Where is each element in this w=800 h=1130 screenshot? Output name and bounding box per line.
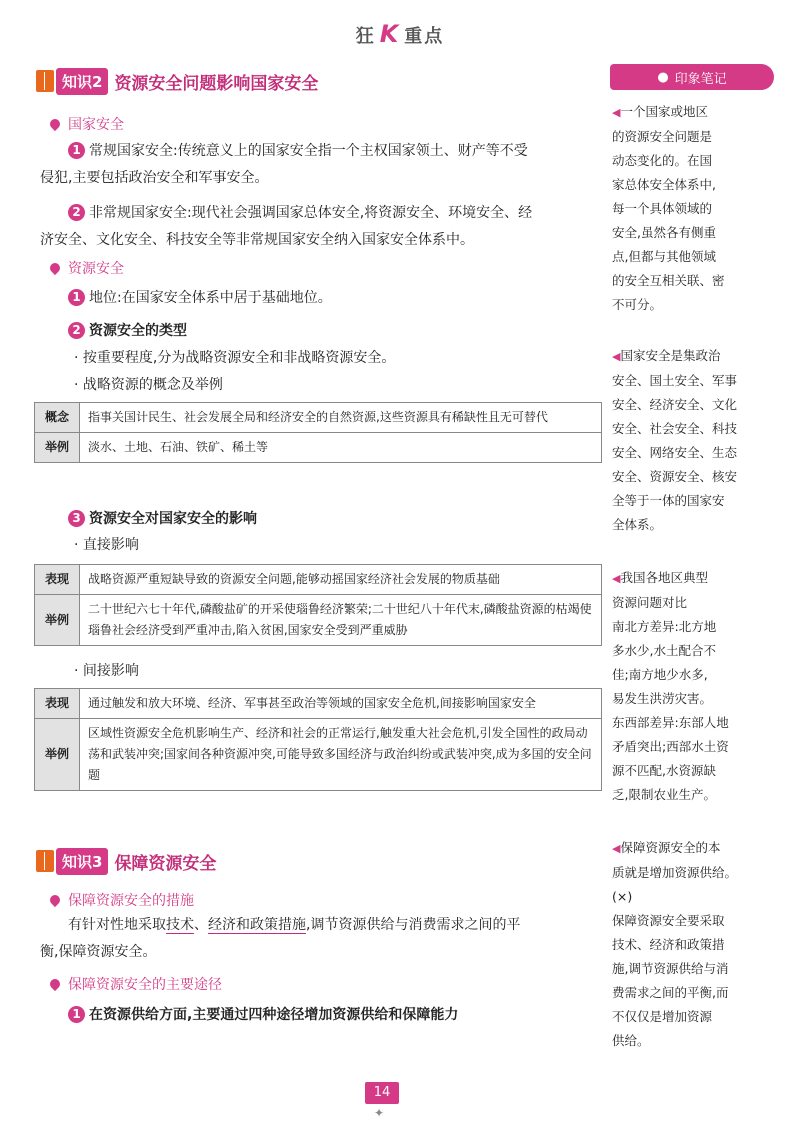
sidebar-note-4: ◀保障资源安全的本 质就是增加资源供给。 (×) 保障资源安全要采取 技术、经济和政策措 施,调节资源供给与消 费需求之间的平衡,而 不仅仅是增加资源 供给。 <box>612 840 738 1048</box>
strategic-resource-table <box>34 402 602 463</box>
table-cell: 二十世纪六七十年代,磷酸盐矿的开采使瑙鲁经济繁荣;二十世纪八十年代末,磷酸盐资源的枯竭使瑙鲁社会经济受到严重冲击,陷入贫困,国家安全受到严重威胁 <box>80 595 602 646</box>
page-header <box>0 20 800 48</box>
underlined-term: 技术 <box>166 917 194 933</box>
status-line: 1 地位:在国家安全体系中居于基础地位。 <box>68 285 332 312</box>
table-row <box>35 689 602 719</box>
table-row <box>35 719 602 791</box>
section3-tag: 知识3 <box>56 848 108 875</box>
table-row <box>35 403 602 433</box>
table-label: 表现 <box>35 565 80 595</box>
header-suffix: 重点 <box>404 26 445 47</box>
table-cell: 淡水、土地、石油、铁矿、稀土等 <box>80 433 602 463</box>
table-cell: 区域性资源安全危机影响生产、经济和社会的正常运行,触发重大社会危机,引发全国性的政局动荡和武装冲突;国家间各种资源冲突,可能导致多国经济与政治纠纷或武装冲突,成为多国的安全问题 <box>80 719 602 791</box>
bird-icon: ✦ <box>374 1106 385 1120</box>
table-row <box>35 433 602 463</box>
elephant-icon: ● <box>657 69 669 85</box>
number-badge: 3 <box>68 510 85 527</box>
section2-tag: 知识2 <box>56 68 108 95</box>
sidebar-header: ● 印象笔记 <box>610 64 774 90</box>
supply-ways-line: 1 在资源供给方面,主要通过四种途径增加资源供给和保障能力 <box>68 1004 458 1024</box>
impact-heading: 3 资源安全对国家安全的影响 <box>68 508 257 528</box>
paragraph-nonconventional-security: 2 非常规国家安全:现代社会强调国家总体安全,将资源安全、环境安全、经 济安全、文化安全、科技安全等非常规国家安全纳入国家安全体系中。 <box>40 205 533 248</box>
number-badge: 1 <box>68 1006 85 1023</box>
bullet-drop-icon <box>48 117 62 131</box>
section2-heading <box>36 66 318 96</box>
direct-impact-table <box>34 564 602 646</box>
table-label: 表现 <box>35 689 80 719</box>
triangle-marker-icon: ◀ <box>612 106 621 119</box>
table-row <box>35 595 602 646</box>
sidebar-note-2: ◀国家安全是集政治 安全、国土安全、军事 安全、经济安全、文化 安全、社会安全、科技 安全、网络安全、生态 安全、资源安全、核安 全等于一体的国家安 全体系。 <box>612 348 738 532</box>
direct-impact-label: · 直接影响 <box>74 537 139 553</box>
table-label: 举例 <box>35 719 80 791</box>
triangle-marker-icon: ◀ <box>612 842 621 855</box>
subhead-measures: 保障资源安全的措施 <box>50 890 194 910</box>
table-label: 举例 <box>35 433 80 463</box>
table-cell: 战略资源严重短缺导致的资源安全问题,能够动摇国家经济社会发展的物质基础 <box>80 565 602 595</box>
sidebar-note-1: ◀一个国家或地区 的资源安全问题是 动态变化的。在国 家总体安全体系中, 每一个具体领域的 安全,虽然各有侧重 点,但都与其他领域 的安全互相关联、密 不可分。 <box>612 104 725 312</box>
table-cell: 通过触发和放大环境、经济、军事甚至政治等领域的国家安全危机,间接影响国家安全 <box>80 689 602 719</box>
types-heading: 2 资源安全的类型 <box>68 320 187 340</box>
table-row <box>35 565 602 595</box>
bullet-drop-icon <box>48 977 62 991</box>
section2-title: 资源安全问题影响国家安全 <box>114 73 319 94</box>
indirect-impact-label: · 间接影响 <box>74 663 139 679</box>
underlined-term: 经济和政策措施 <box>208 917 306 933</box>
section3-title: 保障资源安全 <box>114 853 217 874</box>
paragraph-conventional-security: 1 常规国家安全:传统意义上的国家安全指一个主权国家领土、财产等不受 侵犯,主要包括政治安全和军事安全。 <box>40 143 528 186</box>
subhead-main-ways: 保障资源安全的主要途径 <box>50 974 222 994</box>
number-badge: 2 <box>68 204 85 221</box>
types-bullet-1: · 按重要程度,分为战略资源安全和非战略资源安全。 <box>74 350 396 366</box>
number-badge: 1 <box>68 142 85 159</box>
page-number: 14 <box>365 1082 399 1104</box>
triangle-marker-icon: ◀ <box>612 572 621 585</box>
book-icon <box>36 850 54 872</box>
triangle-marker-icon: ◀ <box>612 350 621 363</box>
number-badge: 2 <box>68 322 85 339</box>
bullet-drop-icon <box>48 261 62 275</box>
paragraph-measures: 有针对性地采取技术、经济和政策措施,调节资源供给与消费需求之间的平 衡,保障资源安全。 <box>40 917 521 960</box>
bullet-drop-icon <box>48 893 62 907</box>
book-icon <box>36 70 54 92</box>
sidebar-note-3: ◀我国各地区典型 资源问题对比 南北方差异:北方地 多水少,水土配合不 佳;南方地少水多, 易发生洪涝灾害。 东西部差异:东部人地 矛盾突出;西部水土资 源不匹配,水资源缺 乏,限制农业生产。 <box>612 570 729 802</box>
types-bullet-2: · 战略资源的概念及举例 <box>74 377 223 393</box>
subhead-resource-security: 资源安全 <box>50 258 124 278</box>
header-prefix: 狂 <box>355 26 376 47</box>
table-label: 举例 <box>35 595 80 646</box>
header-k-logo: K <box>379 20 401 48</box>
section3-heading <box>36 846 216 876</box>
table-label: 概念 <box>35 403 80 433</box>
number-badge: 1 <box>68 289 85 306</box>
subhead-national-security: 国家安全 <box>50 114 124 134</box>
table-cell: 指事关国计民生、社会发展全局和经济安全的自然资源,这些资源具有稀缺性且无可替代 <box>80 403 602 433</box>
indirect-impact-table <box>34 688 602 791</box>
